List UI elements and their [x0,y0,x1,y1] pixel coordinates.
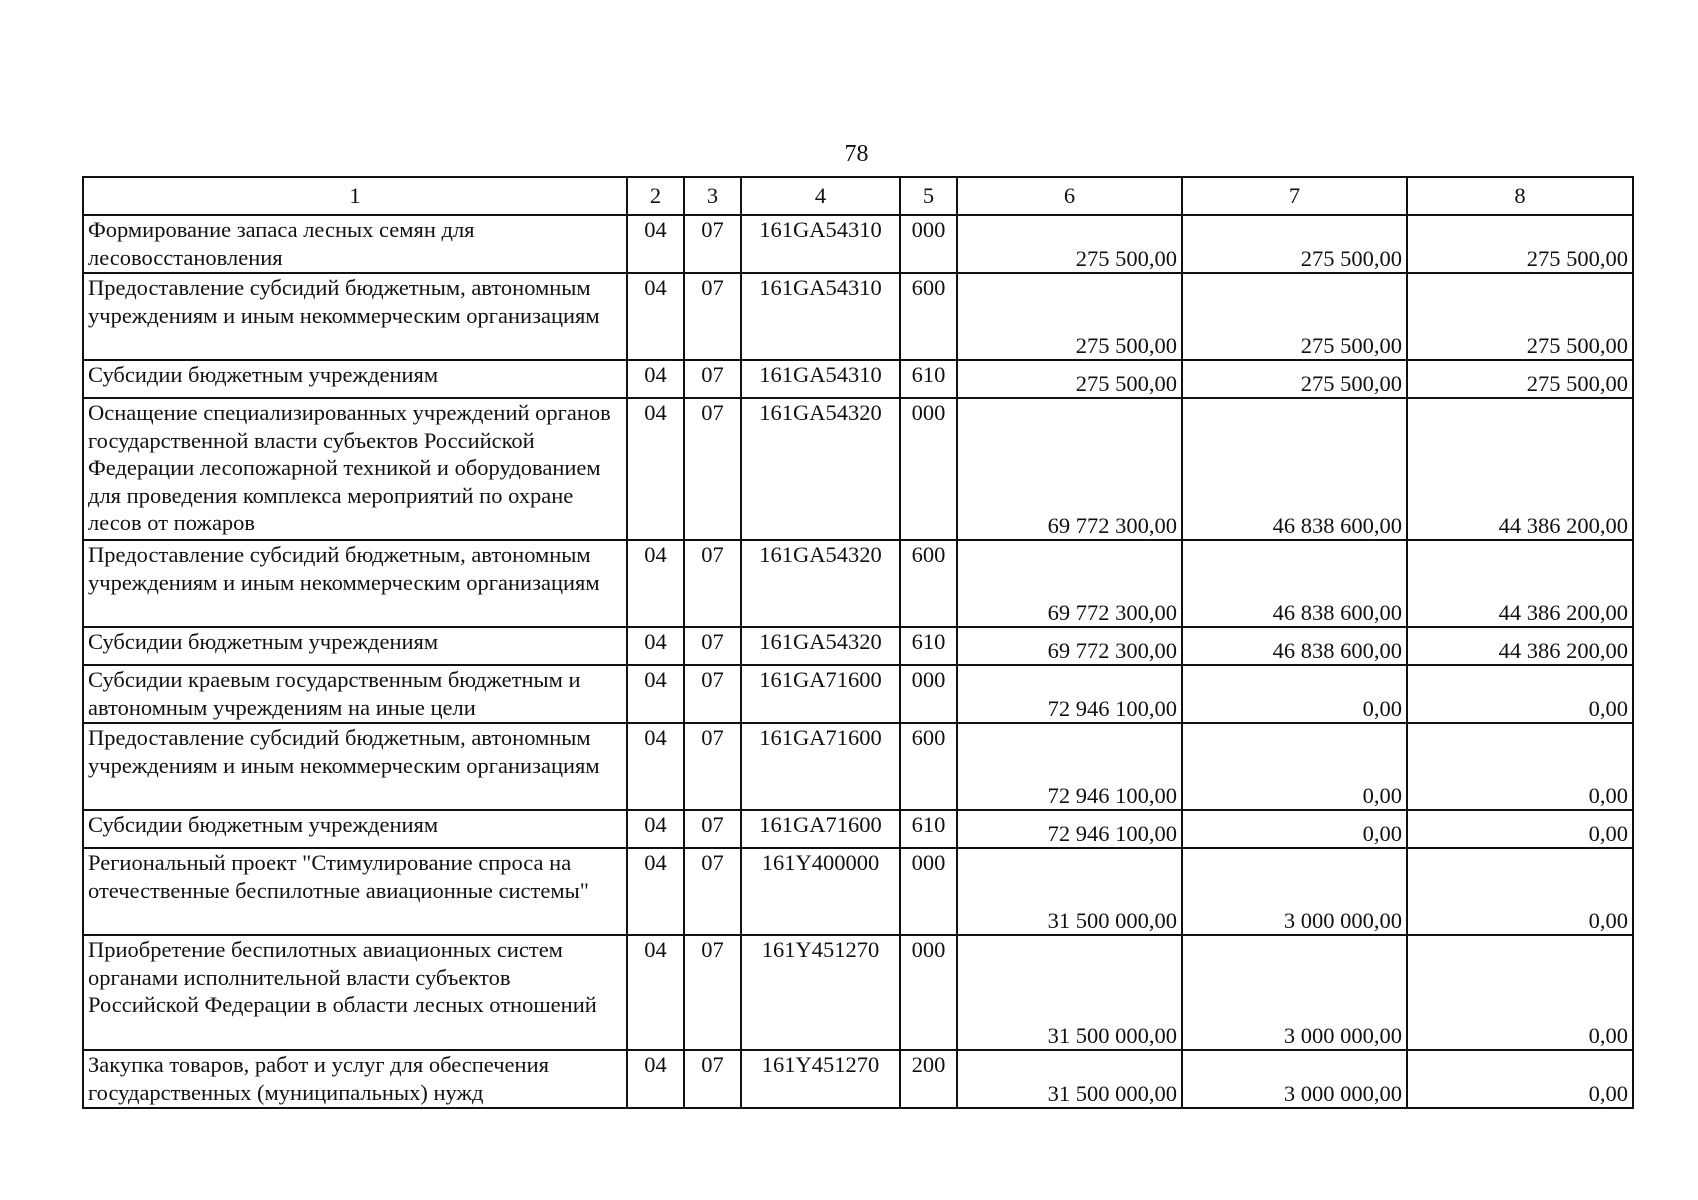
amount-col-6: 72 946 100,00 [957,810,1182,848]
target-article-code: 161GA54320 [741,627,900,665]
amount-col-7: 3 000 000,00 [1182,848,1407,935]
amount-col-8: 275 500,00 [1407,360,1633,398]
amount-col-7: 275 500,00 [1182,215,1407,273]
target-article-code: 161GA54310 [741,215,900,273]
table-row [83,273,1633,360]
expense-type-code: 000 [900,398,957,540]
amount-col-7: 0,00 [1182,723,1407,810]
row-name: Региональный проект "Стимулирование спроса на отечественные беспилотные авиационные системы" [83,848,627,935]
amount-col-8: 44 386 200,00 [1407,398,1633,540]
expense-type-code: 000 [900,935,957,1050]
section-code: 04 [627,215,684,273]
subsection-code: 07 [684,627,741,665]
column-header: 6 [957,177,1182,215]
amount-col-8: 275 500,00 [1407,215,1633,273]
section-code: 04 [627,627,684,665]
table-row [83,810,1633,848]
amount-col-6: 69 772 300,00 [957,398,1182,540]
amount-col-8: 0,00 [1407,665,1633,723]
target-article-code: 161Y451270 [741,935,900,1050]
expense-type-code: 000 [900,215,957,273]
amount-col-7: 46 838 600,00 [1182,540,1407,627]
section-code: 04 [627,360,684,398]
row-name: Предоставление субсидий бюджетным, автономным учреждениям и иным некоммерческим организациям [83,723,627,810]
amount-col-6: 275 500,00 [957,215,1182,273]
amount-col-7: 46 838 600,00 [1182,398,1407,540]
expense-type-code: 600 [900,723,957,810]
target-article-code: 161GA71600 [741,665,900,723]
amount-col-6: 275 500,00 [957,360,1182,398]
column-header: 8 [1407,177,1633,215]
expense-type-code: 000 [900,848,957,935]
table-row [83,935,1633,1050]
header-row [83,177,1633,215]
amount-col-6: 69 772 300,00 [957,540,1182,627]
amount-col-7: 3 000 000,00 [1182,935,1407,1050]
section-code: 04 [627,273,684,360]
expense-type-code: 610 [900,360,957,398]
row-name: Закупка товаров, работ и услуг для обеспечения государственных (муниципальных) нужд [83,1050,627,1108]
expense-type-code: 200 [900,1050,957,1108]
target-article-code: 161Y451270 [741,1050,900,1108]
row-name: Предоставление субсидий бюджетным, автономным учреждениям и иным некоммерческим организациям [83,540,627,627]
section-code: 04 [627,398,684,540]
page-number: 78 [844,141,869,167]
amount-col-6: 72 946 100,00 [957,665,1182,723]
column-header: 7 [1182,177,1407,215]
amount-col-8: 44 386 200,00 [1407,540,1633,627]
table-row [83,627,1633,665]
amount-col-7: 275 500,00 [1182,360,1407,398]
target-article-code: 161GA54310 [741,273,900,360]
row-name: Субсидии краевым государственным бюджетным и автономным учреждениям на иные цели [83,665,627,723]
target-article-code: 161GA71600 [741,810,900,848]
amount-col-6: 69 772 300,00 [957,627,1182,665]
amount-col-6: 31 500 000,00 [957,1050,1182,1108]
subsection-code: 07 [684,723,741,810]
subsection-code: 07 [684,273,741,360]
expense-type-code: 610 [900,627,957,665]
amount-col-8: 0,00 [1407,848,1633,935]
row-name: Приобретение беспилотных авиационных систем органами исполнительной власти субъектов Российской Федерации в области лесных отношений [83,935,627,1050]
subsection-code: 07 [684,848,741,935]
amount-col-8: 0,00 [1407,1050,1633,1108]
row-name: Формирование запаса лесных семян для лесовосстановления [83,215,627,273]
section-code: 04 [627,935,684,1050]
amount-col-7: 46 838 600,00 [1182,627,1407,665]
amount-col-8: 0,00 [1407,935,1633,1050]
table-row [83,1050,1633,1108]
expense-type-code: 600 [900,273,957,360]
table-row [83,665,1633,723]
target-article-code: 161GA54310 [741,360,900,398]
row-name: Предоставление субсидий бюджетным, автономным учреждениям и иным некоммерческим организациям [83,273,627,360]
amount-col-8: 0,00 [1407,723,1633,810]
column-header: 5 [900,177,957,215]
expense-type-code: 600 [900,540,957,627]
subsection-code: 07 [684,540,741,627]
subsection-code: 07 [684,360,741,398]
expense-type-code: 000 [900,665,957,723]
amount-col-7: 275 500,00 [1182,273,1407,360]
subsection-code: 07 [684,215,741,273]
target-article-code: 161Y400000 [741,848,900,935]
budget-table [82,176,1634,1109]
section-code: 04 [627,723,684,810]
section-code: 04 [627,848,684,935]
row-name: Субсидии бюджетным учреждениям [83,360,627,398]
subsection-code: 07 [684,665,741,723]
table-row [83,215,1633,273]
row-name: Оснащение специализированных учреждений органов государственной власти субъектов Российской Федерации лесопожарной техникой и оборудованием для проведения комплекса мероприятий по охране лесов от пожаров [83,398,627,540]
table-row [83,360,1633,398]
column-header: 2 [627,177,684,215]
column-header: 3 [684,177,741,215]
amount-col-6: 31 500 000,00 [957,848,1182,935]
amount-col-7: 3 000 000,00 [1182,1050,1407,1108]
subsection-code: 07 [684,810,741,848]
amount-col-6: 275 500,00 [957,273,1182,360]
table-row [83,848,1633,935]
table-row [83,723,1633,810]
target-article-code: 161GA54320 [741,540,900,627]
amount-col-8: 0,00 [1407,810,1633,848]
column-header: 4 [741,177,900,215]
row-name: Субсидии бюджетным учреждениям [83,627,627,665]
amount-col-6: 31 500 000,00 [957,935,1182,1050]
row-name: Субсидии бюджетным учреждениям [83,810,627,848]
section-code: 04 [627,540,684,627]
section-code: 04 [627,1050,684,1108]
target-article-code: 161GA71600 [741,723,900,810]
column-header: 1 [83,177,627,215]
amount-col-8: 44 386 200,00 [1407,627,1633,665]
expense-type-code: 610 [900,810,957,848]
section-code: 04 [627,665,684,723]
subsection-code: 07 [684,398,741,540]
target-article-code: 161GA54320 [741,398,900,540]
section-code: 04 [627,810,684,848]
amount-col-7: 0,00 [1182,665,1407,723]
table-row [83,540,1633,627]
amount-col-6: 72 946 100,00 [957,723,1182,810]
amount-col-7: 0,00 [1182,810,1407,848]
subsection-code: 07 [684,1050,741,1108]
table-row [83,398,1633,540]
amount-col-8: 275 500,00 [1407,273,1633,360]
subsection-code: 07 [684,935,741,1050]
